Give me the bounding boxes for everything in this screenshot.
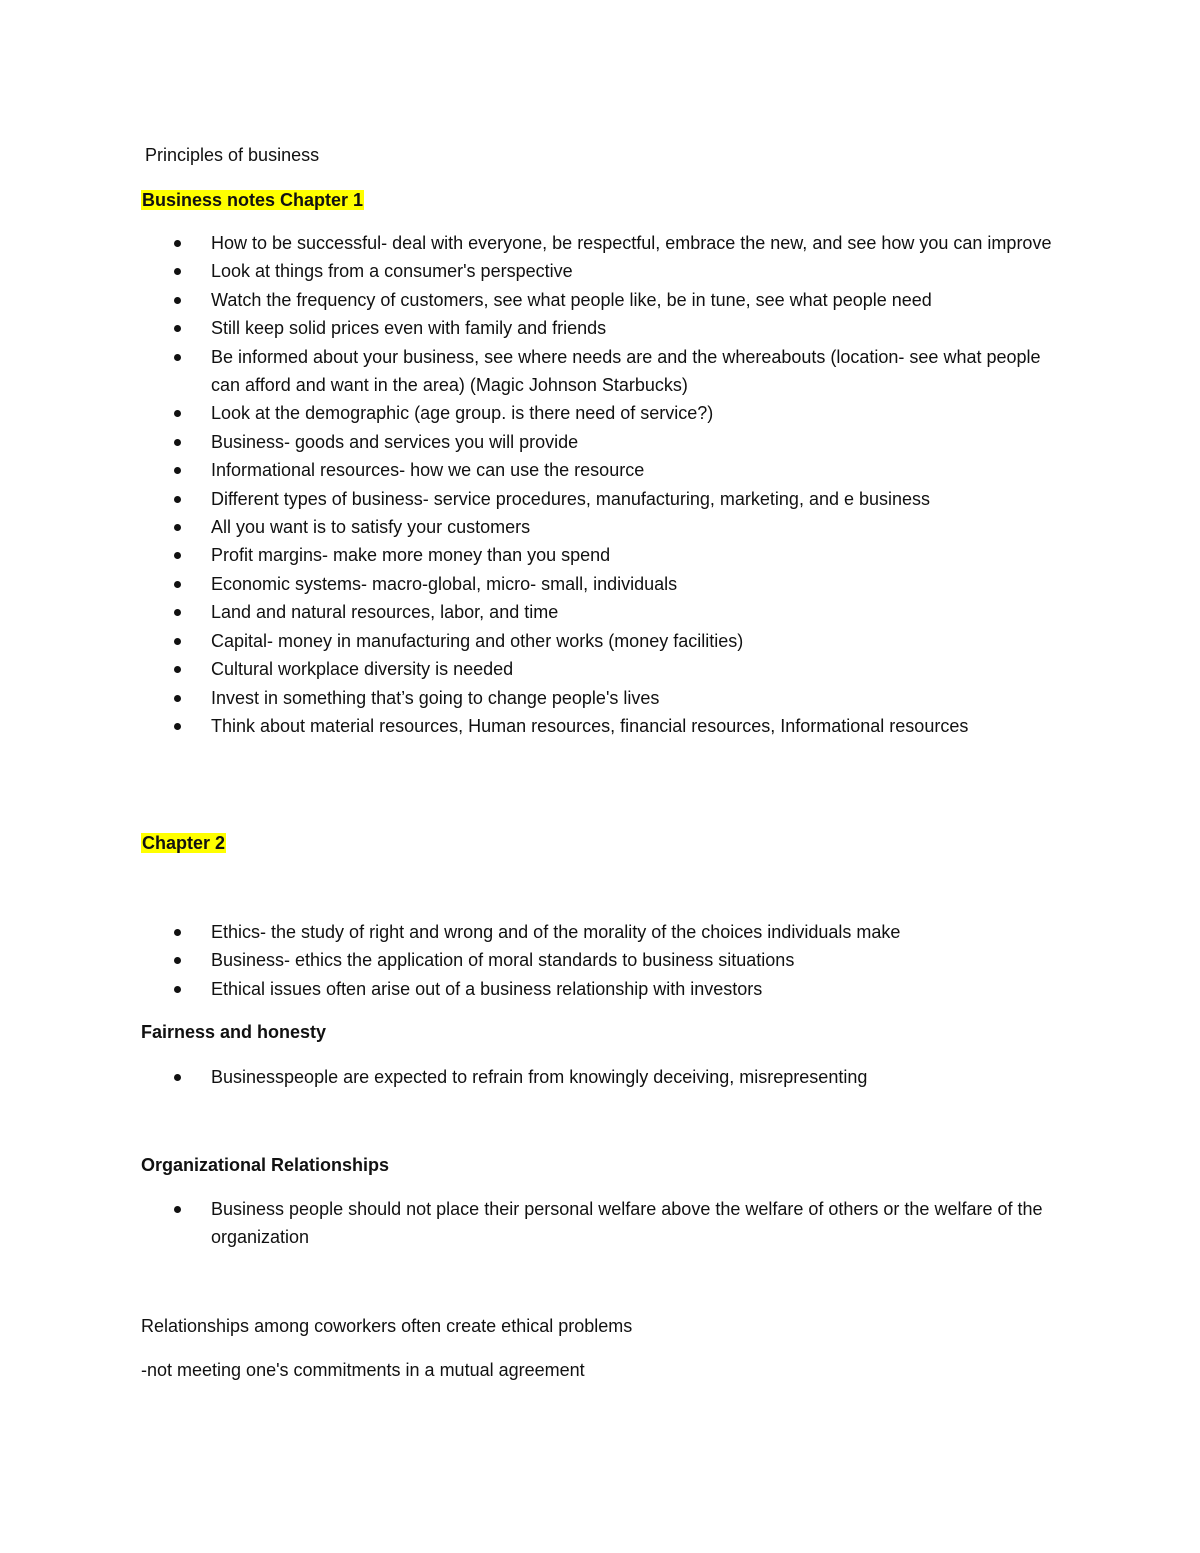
bullet-icon bbox=[174, 268, 181, 275]
list-item bbox=[0, 918, 1071, 946]
list-item bbox=[0, 627, 1071, 655]
bullet-icon bbox=[174, 929, 181, 936]
list-item bbox=[0, 684, 1071, 712]
list-item-text: Informational resources- how we can use the resource bbox=[211, 460, 645, 481]
list-item bbox=[0, 485, 1071, 513]
list-item bbox=[0, 598, 1071, 626]
bullet-icon bbox=[174, 524, 181, 531]
list-item bbox=[0, 946, 1071, 974]
list-item bbox=[0, 257, 1071, 285]
bullet-icon bbox=[174, 1074, 181, 1081]
list-item bbox=[0, 570, 1071, 598]
bullet-icon bbox=[174, 986, 181, 993]
list-item-text: Look at things from a consumer's perspective bbox=[211, 261, 573, 282]
list-item-text: How to be successful- deal with everyone, be respectful, embrace the new, and see how you can improve bbox=[211, 233, 1052, 253]
list-item bbox=[0, 399, 1071, 427]
list-item-text: Business people should not place their personal welfare above the welfare of others or the welfare of the organization bbox=[211, 1199, 1043, 1248]
list-item-text: Ethical issues often arise out of a business relationship with investors bbox=[211, 978, 763, 999]
list-item bbox=[0, 286, 1071, 314]
list-item bbox=[0, 456, 1071, 484]
bullet-icon bbox=[174, 1206, 181, 1213]
list-item bbox=[0, 1063, 1071, 1091]
document-title: Principles of business bbox=[145, 145, 320, 165]
list-item bbox=[0, 712, 1071, 740]
list-item-text: Economic systems- macro-global, micro- small, individuals bbox=[211, 573, 678, 594]
list-item-text: Business- ethics the application of moral standards to business situations bbox=[211, 950, 795, 971]
chapter2-heading-highlight: Chapter 2 bbox=[142, 833, 226, 853]
list-item bbox=[0, 541, 1071, 569]
list-item-text: Invest in something that’s going to change people's lives bbox=[211, 687, 660, 708]
list-item-text: Cultural workplace diversity is needed bbox=[211, 659, 514, 680]
bullet-icon bbox=[174, 957, 181, 964]
bullet-icon bbox=[174, 638, 181, 645]
list-item bbox=[0, 975, 1071, 1003]
chapter1-heading bbox=[141, 186, 364, 214]
chapter2-list bbox=[0, 918, 1071, 1003]
list-item bbox=[0, 513, 1071, 541]
list-item-text: Ethics- the study of right and wrong and of the morality of the choices individuals make bbox=[211, 922, 901, 942]
chapter2-heading bbox=[141, 829, 226, 857]
list-item bbox=[0, 343, 1071, 400]
organizational-list bbox=[0, 1195, 1071, 1252]
list-item-text: Businesspeople are expected to refrain from knowingly deceiving, misrepresenting bbox=[211, 1067, 868, 1087]
list-item-text: Different types of business- service procedures, manufacturing, marketing, and e business bbox=[211, 488, 931, 509]
bullet-icon bbox=[174, 410, 181, 417]
closing-line-2: -not meeting one's commitments in a mutual agreement bbox=[141, 1360, 585, 1380]
list-item bbox=[0, 314, 1071, 342]
list-item-text: Look at the demographic (age group. is there need of service?) bbox=[211, 403, 714, 424]
bullet-icon bbox=[174, 439, 181, 446]
bullet-icon bbox=[174, 666, 181, 673]
bullet-icon bbox=[174, 581, 181, 588]
bullet-icon bbox=[174, 354, 181, 361]
chapter1-list bbox=[0, 229, 1071, 740]
bullet-icon bbox=[174, 297, 181, 304]
bullet-icon bbox=[174, 609, 181, 616]
bullet-icon bbox=[174, 496, 181, 503]
list-item-text: Still keep solid prices even with family and friends bbox=[211, 318, 607, 339]
list-item-text: Land and natural resources, labor, and time bbox=[211, 602, 559, 623]
bullet-icon bbox=[174, 240, 181, 247]
fairness-heading: Fairness and honesty bbox=[141, 1022, 327, 1042]
bullet-icon bbox=[174, 467, 181, 474]
chapter1-heading-highlight: Business notes Chapter 1 bbox=[142, 190, 364, 210]
list-item bbox=[0, 1195, 1071, 1252]
list-item-text: Business- goods and services you will provide bbox=[211, 431, 579, 452]
fairness-list bbox=[0, 1063, 1071, 1091]
list-item-text: Think about material resources, Human resources, financial resources, Informational resources bbox=[211, 715, 969, 736]
list-item-text: Watch the frequency of customers, see what people like, be in tune, see what people need bbox=[211, 289, 932, 310]
list-item-text: All you want is to satisfy your customers bbox=[211, 517, 531, 538]
list-item-text: Be informed about your business, see where needs are and the whereabouts (location- see what people can afford and want in the area) (Magic Johnson Starbucks) bbox=[211, 346, 1041, 396]
list-item bbox=[0, 655, 1071, 683]
bullet-icon bbox=[174, 723, 181, 730]
list-item bbox=[0, 229, 1071, 257]
bullet-icon bbox=[174, 552, 181, 559]
list-item bbox=[0, 428, 1071, 456]
organizational-heading: Organizational Relationships bbox=[141, 1155, 390, 1175]
closing-line-1: Relationships among coworkers often create ethical problems bbox=[141, 1316, 633, 1336]
list-item-text: Capital- money in manufacturing and other works (money facilities) bbox=[211, 630, 744, 651]
bullet-icon bbox=[174, 325, 181, 332]
list-item-text: Profit margins- make more money than you spend bbox=[211, 545, 611, 566]
bullet-icon bbox=[174, 695, 181, 702]
